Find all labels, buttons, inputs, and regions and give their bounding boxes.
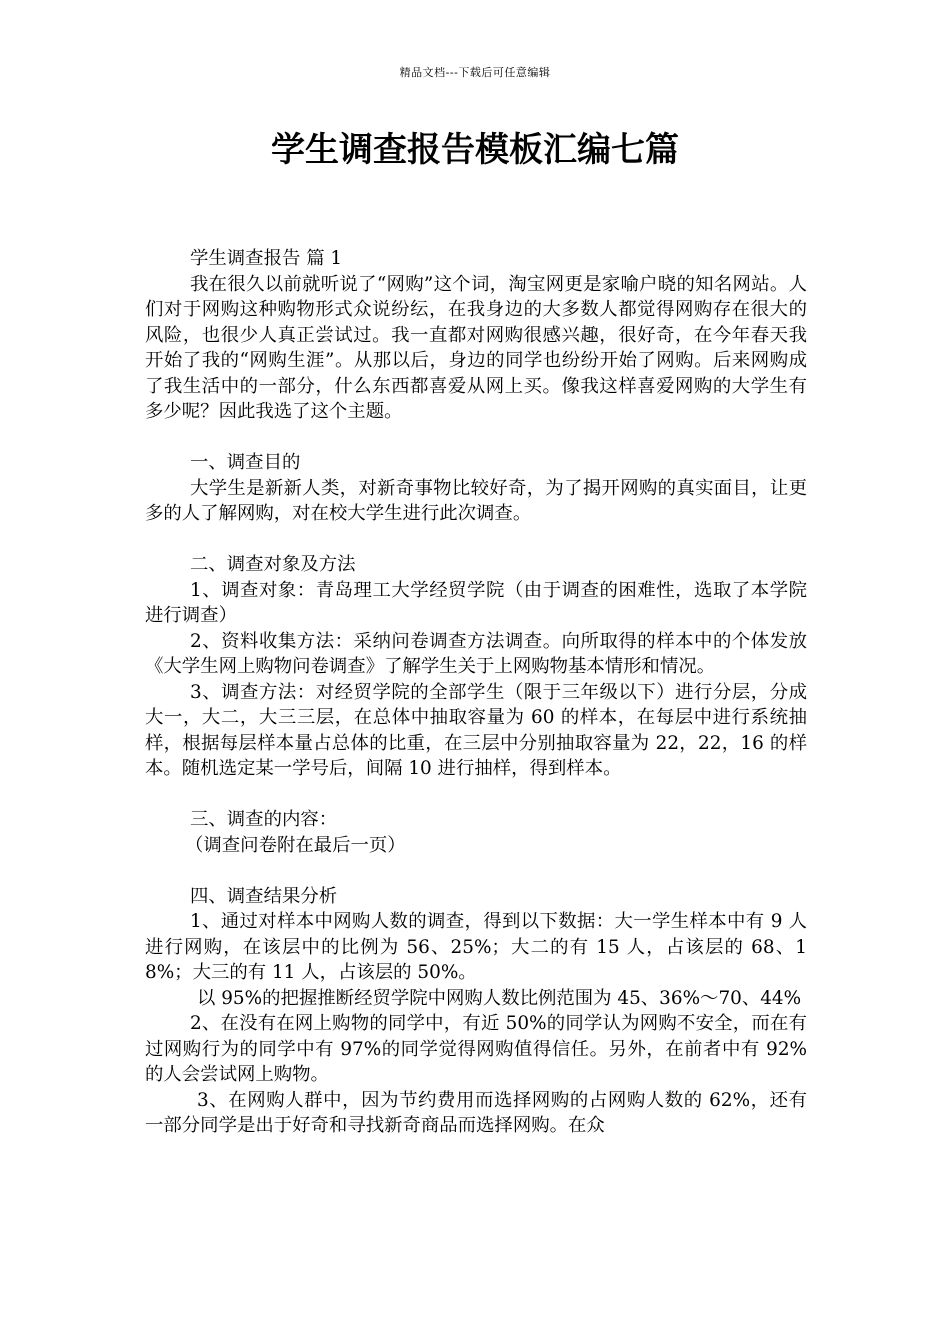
content-note: （调查问卷附在最后一页）	[185, 834, 406, 856]
document-title: 学生调查报告模板汇编七篇	[271, 130, 679, 170]
paragraph-gap	[145, 527, 807, 553]
paragraph-gap	[145, 782, 807, 808]
header-note: 精品文档---下载后可任意编辑	[399, 66, 551, 79]
intro-paragraph: 我在很久以前就听说了“网购”这个词，淘宝网更是家喻户晓的知名网站。人们对于网购这种购物形式众说纷纭，在我身边的大多数人都觉得网购存在很大的风险，也很少人真正尝试过。我一直都对网购很感兴趣，很好奇，在今年春天我开始了我的“网购生涯”。从那以后，身边的同学也纷纷开始了网购。后来网购成了我生活中的一部分，什么东西都喜爱从网上买。像我这样喜爱网购的大学生有多少呢？因此我选了这个主题。	[145, 273, 807, 422]
survey-method-item: 3、调查方法：对经贸学院的全部学生（限于三年级以下）进行分层，分成大一，大二，大三三层，在总体中抽取容量为 60 的样本，在每层中进行系统抽样，根据每层样本量占总体的比重，在三层中分别抽取容量为 22，22，16 的样本。随机选定某一学号后，间隔 10 进行抽样，得到样本。	[145, 681, 807, 779]
collection-method-item: 2、资料收集方法：采纳问卷调查方法调查。向所取得的样本中的个体发放《大学生网上购物问卷调查》了解学生关于上网购物基本情形和情况。	[145, 630, 807, 677]
result-item-2: 2、在没有在网上购物的同学中，有近 50%的同学认为网购不安全，而在有过网购行为的同学中有 97%的同学觉得网购值得信任。另外，在前者中有 92%的人会尝试网上购物。	[145, 1013, 807, 1085]
paragraph-gap	[145, 425, 807, 451]
purpose-paragraph: 大学生是新新人类，对新奇事物比较好奇，为了揭开网购的真实面目，让更多的人了解网购，对在校大学生进行此次调查。	[145, 477, 807, 524]
section-heading: 学生调查报告 篇 1	[190, 248, 343, 269]
heading-subject-method: 二、调查对象及方法	[190, 554, 356, 575]
result-item-1-inference: 以 95%的把握推断经贸学院中网购人数比例范围为 45、36%～70、44%	[197, 987, 802, 1009]
result-item-1: 1、通过对样本中网购人数的调查，得到以下数据：大一学生样本中有 9 人进行网购，在该层中的比例为 56、25%；大二的有 15 人，占该层的 68、18%；大三的有 11 人，占该层的 50%。	[145, 911, 807, 983]
heading-content: 三、调查的内容：	[190, 809, 338, 830]
heading-results: 四、调查结果分析	[190, 885, 338, 907]
document-body	[145, 246, 807, 1139]
paragraph-gap	[145, 858, 807, 884]
result-item-3: 3、在网购人群中，因为节约费用而选择网购的占网购人数的 62%，还有一部分同学是出于好奇和寻找新奇商品而选择网购。在众	[145, 1089, 807, 1136]
heading-purpose: 一、调查目的	[190, 452, 301, 473]
subject-item: 1、调查对象：青岛理工大学经贸学院（由于调查的困难性，选取了本学院进行调查）	[145, 579, 807, 626]
